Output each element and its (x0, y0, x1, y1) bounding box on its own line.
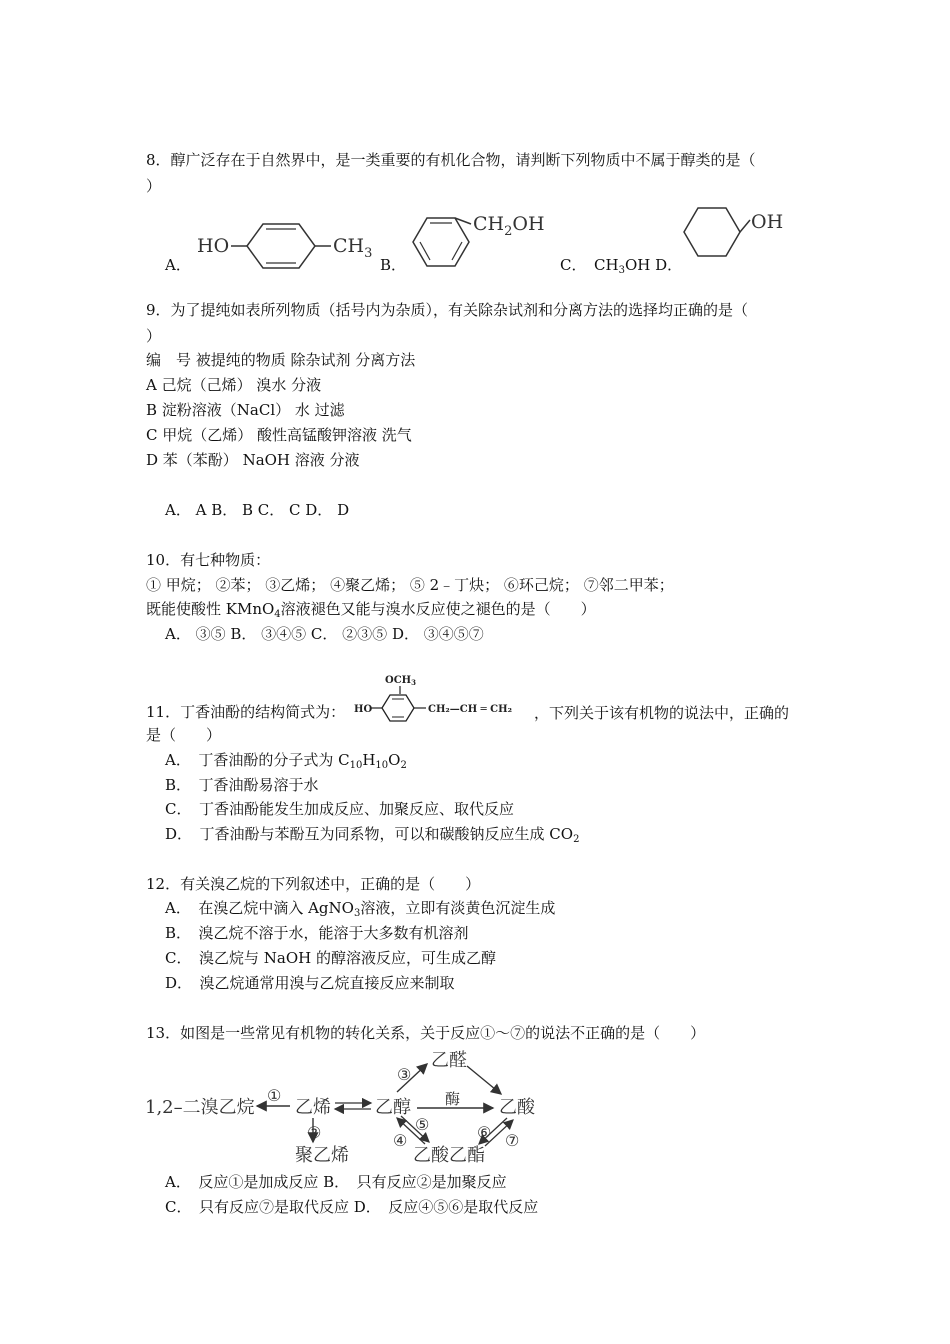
q8-b-oh: OH (512, 213, 545, 235)
node-dibromoethane: 1,2–二溴乙烷 (145, 1097, 255, 1118)
svg-text:OCH3: $OCH_3$ (385, 675, 416, 687)
q9-row-a: A 己烷（己烯） 溴水 分液 (146, 376, 322, 394)
svg-text:⑦: ⑦ (505, 1131, 520, 1150)
q9-table-header: 编 号 被提纯的物质 除杂试剂 分离方法 (146, 351, 416, 369)
svg-text:CH3 (333, 235, 372, 261)
q12-option-c: C． 溴乙烷与 NaOH 的醇溶液反应，可生成乙醇 (165, 949, 496, 967)
q9-stem-cont: ） (146, 327, 162, 345)
svg-text:①: ① (267, 1086, 282, 1105)
q12-stem: 12．有关溴乙烷的下列叙述中，正确的是（ ） (146, 875, 481, 893)
q11-stem-2: ，下列关于该有机物的说法中，正确的 (534, 704, 790, 722)
q10-options: A． ③⑤ B． ③④⑤ C． ②③⑤ D． ③④⑤⑦ (165, 625, 484, 643)
q8-option-b-label: B． (380, 256, 407, 274)
q13-stem: 13．如图是一些常见有机物的转化关系，关于反应①～⑦的说法不正确的是（ ） (146, 1024, 706, 1042)
q8-d-oh: OH (751, 211, 784, 233)
q11-stem-cont: 是（ ） (146, 726, 222, 744)
node-acetaldehyde: 乙醛 (431, 1050, 467, 1071)
svg-text:CH₂—CH ═ CH₂: CH₂—CH ═ CH₂ (428, 704, 512, 715)
node-polyethylene: 聚乙烯 (295, 1145, 349, 1166)
svg-text:CH2OH (473, 213, 545, 239)
q8-stem: 8．醇广泛存在于自然界中，是一类重要的有机化合物，请判断下列物质中不属于醇类的是（ (146, 151, 756, 169)
label-enzyme: 酶 (445, 1090, 461, 1108)
svg-text:⑤: ⑤ (415, 1115, 430, 1134)
q11-stem-1: 11．丁香油酚的结构简式为： (146, 703, 346, 721)
q9-options: A． A B． B C． C D． D (165, 501, 350, 519)
svg-text:④: ④ (393, 1131, 408, 1150)
q11-option-c: C． 丁香油酚能发生加成反应、加聚反应、取代反应 (165, 800, 514, 818)
q8-option-d-structure (678, 200, 788, 270)
q8-a-ho: HO (197, 235, 230, 257)
node-ethanol: 乙醇 (375, 1097, 411, 1118)
q8-stem-cont: ） (146, 177, 162, 195)
q8-option-b-structure (405, 198, 565, 270)
q8-option-a-structure (195, 210, 380, 270)
q9-row-d: D 苯（苯酚） NaOH 溶液 分液 (146, 451, 360, 469)
svg-text:HO: HO (354, 704, 373, 715)
q12-option-b: B． 溴乙烷不溶于水，能溶于大多数有机溶剂 (165, 924, 469, 942)
q13-options-line2: C． 只有反应⑦是取代反应 D． 反应④⑤⑥是取代反应 (165, 1198, 539, 1216)
svg-text:⑥: ⑥ (477, 1123, 492, 1142)
q13-options-line1: A． 反应①是加成反应 B． 只有反应②是加聚反应 (165, 1173, 507, 1191)
node-ethyl-acetate: 乙酸乙酯 (413, 1145, 485, 1166)
q9-stem: 9．为了提纯如表所列物质（括号内为杂质），有关除杂试剂和分离方法的选择均正确的是（ (146, 301, 749, 319)
q8-option-d-label: D． (655, 256, 683, 274)
q13-conversion-diagram (145, 1046, 565, 1170)
q11-option-b: B． 丁香油酚易溶于水 (165, 776, 319, 794)
svg-text:②: ② (307, 1123, 322, 1142)
q9-row-c: C 甲烷（乙烯） 酸性高锰酸钾溶液 洗气 (146, 426, 412, 444)
q9-row-b: B 淀粉溶液（NaCl） 水 过滤 (146, 401, 345, 419)
q10-stem: 10．有七种物质： (146, 551, 271, 569)
q12-option-d: D． 溴乙烷通常用溴与乙烷直接反应来制取 (165, 974, 455, 992)
q8-b-sub: 2 (504, 224, 513, 239)
q8-a-sub: 3 (364, 246, 373, 261)
q8-a-ch: CH (333, 235, 365, 257)
q10-list: ① 甲烷； ②苯； ③乙烯； ④聚乙烯； ⑤ 2﹣丁炔； ⑥环己烷； ⑦邻二甲苯； (146, 576, 674, 594)
q10-question: 既能使酸性 KMnO$_4$溶液褪色又能与溴水反应使之褪色的是（ ） (146, 600, 596, 620)
q11-eugenol-structure (352, 668, 532, 722)
node-acetic-acid: 乙酸 (499, 1097, 535, 1118)
q11-option-d: D． 丁香油酚与苯酚互为同系物，可以和碳酸钠反应生成 $CO_2$ (165, 825, 580, 845)
svg-text:③: ③ (397, 1065, 412, 1084)
q8-option-a-label: A． (165, 256, 191, 274)
q8-b-ch: CH (473, 213, 505, 235)
q11-option-a: A． 丁香油酚的分子式为 $C_{10}H_{10}O_2$ (165, 751, 407, 771)
q8-option-c: C． $CH_3OH$ D． (560, 256, 683, 276)
q12-option-a: A． 在溴乙烷中滴入 AgNO$_3$溶液，立即有淡黄色沉淀生成 (165, 899, 556, 919)
node-ethylene: 乙烯 (295, 1097, 331, 1118)
